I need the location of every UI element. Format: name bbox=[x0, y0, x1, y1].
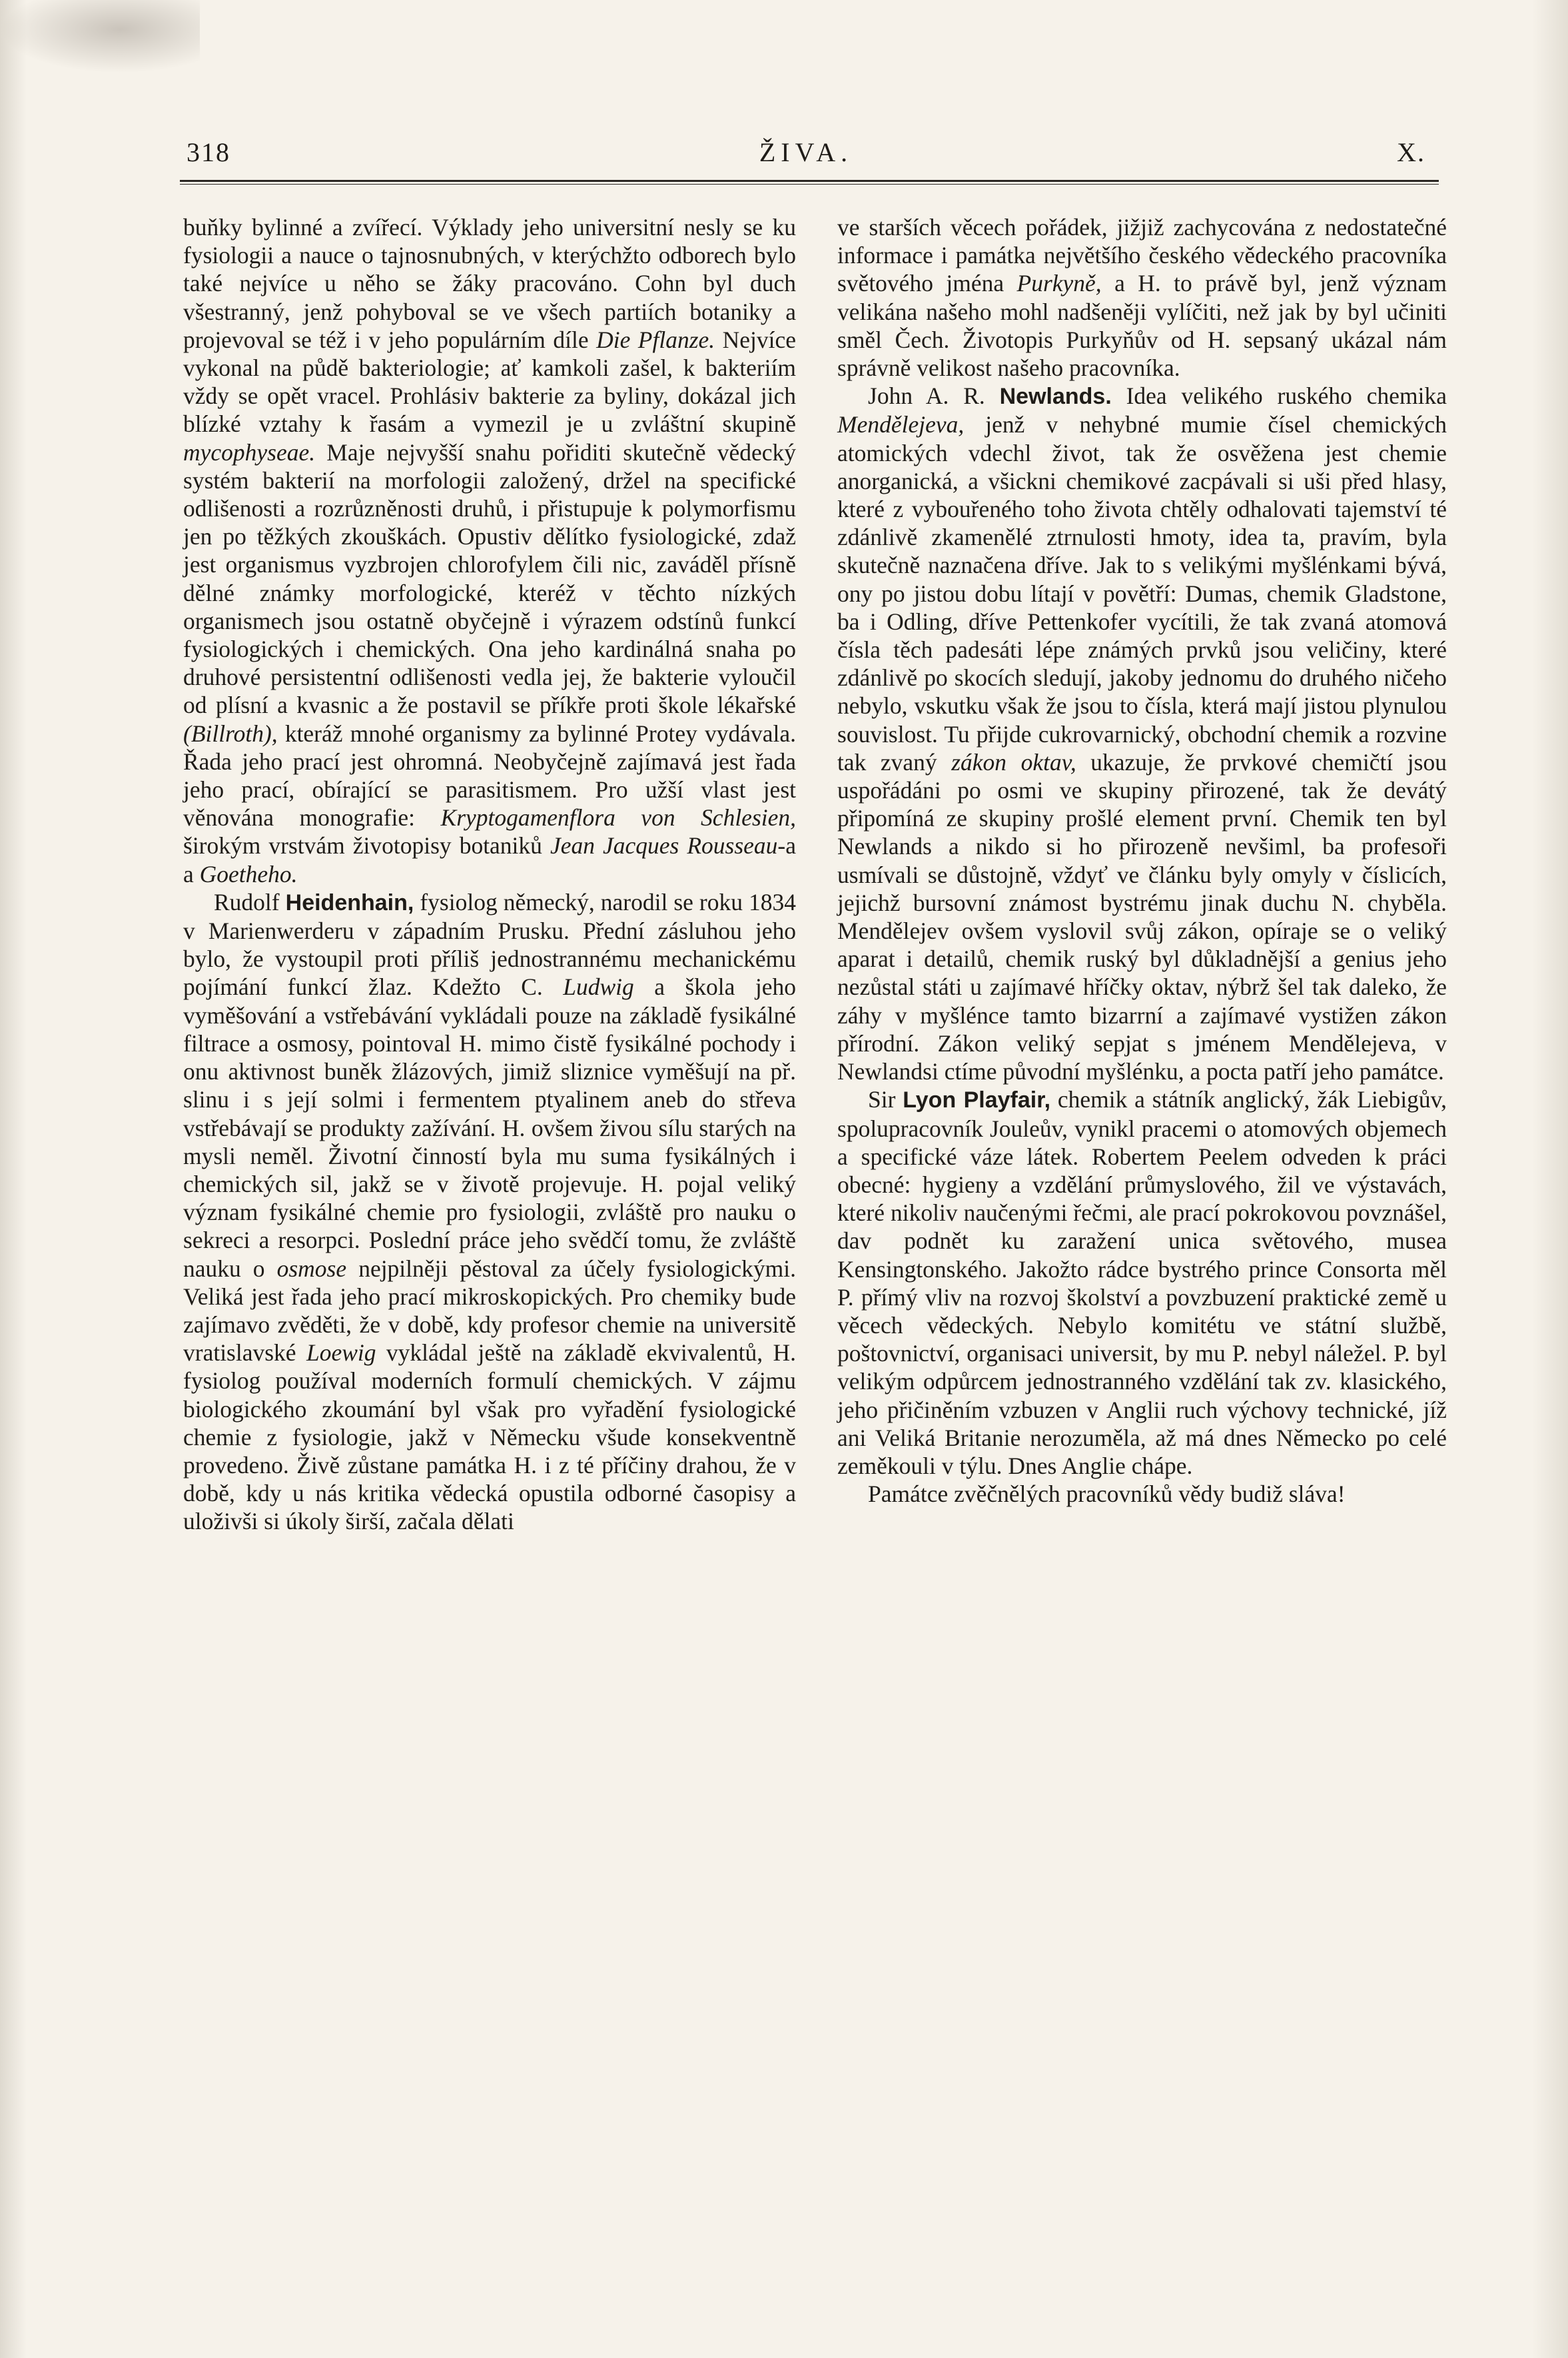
paragraph-heidenhain bbox=[183, 888, 796, 1536]
italic-name: (Billroth), bbox=[183, 720, 278, 747]
text-run: a H. to právě byl, jenž význam velikána našeho mohl nadšeněji vylíčiti, než jak by byl učiniti směl Čech. Životopis Purkyňův od H. sepsaný ukázal nám správně velikost našeho pracovníka. bbox=[837, 270, 1447, 382]
bold-name: Newlands. bbox=[999, 384, 1112, 410]
text-run: Rudolf bbox=[214, 888, 286, 915]
journal-title: ŽIVA. bbox=[759, 137, 853, 167]
volume-number: X. bbox=[1397, 137, 1425, 167]
paragraph-playfair bbox=[837, 1085, 1447, 1480]
paragraph-closing bbox=[837, 1480, 1447, 1508]
text-run: vykládal ještě na základě ekvivalentů, H. fysiolog používal moderních formulí chemických. V zájmu biologického zkoumání byl však pro vyřadění fysiologické chemie z fysiologie, jakž v Německu všude konsekventně provedeno. Živě zůstane památka H. i z té příčiny drahou, že v době, kdy u nás kritika vědecká opustila odborné časopisy a uloživši si úkoly širší, začala dělati bbox=[183, 1339, 797, 1535]
scan-smudge bbox=[0, 0, 200, 73]
italic-title: Kryptogamenflora von Schlesien, bbox=[440, 804, 796, 832]
bold-name: Lyon Playfair, bbox=[903, 1087, 1051, 1113]
italic-name: Ludwig bbox=[563, 973, 634, 1001]
left-column bbox=[183, 213, 796, 1536]
paragraph-cohn bbox=[183, 213, 796, 888]
text-run: buňky bylinné a zvířecí. Výklady jeho universitní nesly se ku fysiologii a nauce o tajnosnubných, v kterýchžto odborech bylo také nejvíce u něho se žáky pracováno. Cohn byl duch všestranný, jenž pohyboval se ve všech partiích botaniky a projevoval se též i v jeho populárním díle bbox=[183, 214, 796, 353]
text-run: Maje nejvyšší snahu pořiditi skutečně vědecký systém bakterií na morfologii založený, držel na specifické odlišenosti a rozrůzněnosti druhů, i přistupuje k polymorfismu jen po těžkých zkouškách. Opustiv dělítko fysiologické, zdaž jest organismus vyzbrojen chlorofylem čili nic, zaváděl přísně dělné známky morfologické, kteréž v těchto nízkých organismech jsou ostatně obyčejně i výrazem odstínů funkcí fysiologických i chemických. Ona jeho kardinálná snaha po druhové persistentní odlišenosti vedla jej, že bakterie vyloučil od plísní a kvasnic a že postavil se příkře proti škole lékařské bbox=[183, 438, 796, 719]
italic-name: Loewig bbox=[306, 1339, 376, 1367]
italic-name: Goetheho. bbox=[199, 860, 298, 887]
bold-name: Heidenhain, bbox=[285, 889, 414, 915]
text-run: jenž v nehybné mumie čísel chemických atomických vdechl život, tak že osvěžena jest chemie anorganická, a všickni chemikové zacpávali si uši před hlasy, které z vybouřeného toho života chtěly odhalovati tajemství té zdánlivě zkamenělé ztrnulosti hmoty, idea ta, pravím, byla skutečně naznačena dříve. Jak to s velikými myšlénkami bývá, ony po jistou dobu lítají v povětří: Dumas, chemik Gladstone, ba i Odling, dříve Pettenkofer vycítili, že tak zvaná atomová čísla těch padesáti lépe známých prvků jsou veličiny, které zdánlivě po skocích sledují, jakoby jednomu do druhého ničeho nebylo, vskutku však že jsou to čísla, která mají jistou plynulou souvislost. Tu přijde cukrovarnický, obchodní chemik a rozvine tak zvaný bbox=[837, 411, 1447, 776]
text-run: Sir bbox=[868, 1086, 903, 1113]
text-run: širokým vrstvám životopisy botaniků bbox=[183, 832, 550, 860]
text-run: John A. R. bbox=[868, 382, 1000, 410]
text-run: Nejvíce vykonal na půdě bakteriologie; ať kamkoli zašel, k bakteriím vždy se opět vracel. Prohlásiv bakterie za byliny, dokázal jich blízké vztahy k řasám a vymezil je u zvláštní skupině bbox=[183, 326, 796, 438]
text-run: -a a bbox=[183, 832, 796, 887]
paragraph-newlands bbox=[837, 382, 1447, 1085]
paragraph-heidenhain-cont bbox=[837, 213, 1447, 382]
italic-term: zákon oktav, bbox=[951, 748, 1076, 776]
text-run: fysiolog německý, narodil se roku 1834 v Marienwerderu v západním Prusku. Přední zásluhou jeho bylo, že vystoupil proti příliš jednostrannému mechanickému pojímání funkcí žlaz. Kdežto C. bbox=[183, 888, 796, 1001]
text-run: kteráž mnohé organismy za bylinné Protey vydávala. Řada jeho prací jest ohromná. Neobyčejně zajímavá jest řada jeho prací, obírající se parasitismem. Pro užší vlast jest věnována monografie: bbox=[183, 720, 796, 832]
page-number: 318 bbox=[187, 137, 230, 167]
right-column bbox=[837, 213, 1447, 1508]
text-run: chemik a státník anglický, žák Liebigův, spolupracovník Jouleův, vynikl pracemi o atomových objemech a specifické váze látek. Robertem Peelem odveden k práci obecné: hygieny a vzdělání průmyslového, žil ve výstavách, které nikoliv naučenými řečmi, ale prací pokrokovou povznášel, dav podnět ku zaražení unica světového, musea Kensingtonského. Jakožto rádce bystrého prince Consorta měl P. přímý vliv na rozvoj školství a povzbuzení praktické země u věcech vědeckých. Nebylo komitétu ve státní službě, poštovnictví, organisaci universit, by mu P. nebyl náležel. P. byl velikým odpůrcem jednostranného vzdělání tak zv. klasického, jeho přičiněním vzbuzen v Anglii ruch výchovy technické, jíž ani Veliká Britanie nerozuměla, až má dnes Německo po celé zeměkouli v týlu. Dnes Anglie chápe. bbox=[837, 1086, 1447, 1479]
text-run: a škola jeho vyměšování a vstřebávání vykládali pouze na základě fysikálné filtrace a osmosy, pointoval H. mimo čistě fysikálné pochody i onu aktivnost buněk žlázových, jimiž sliznice vyměšují na př. slinu i s její solmi i fermentem ptyalinem aneb do střeva vstřebávají se produkty zažívání. H. ovšem živou sílu starých na mysli neměl. Životní činností byla mu suma fysikálných i chemických sil, jakž se v životě projevuje. H. pojal veliký význam fysikálné chemie pro fysiologii, zvláště pro nauku o sekreci a resorpci. Poslední práce jeho svědčí tomu, že zvláště nauku o bbox=[183, 973, 796, 1282]
text-run: ve starších věcech pořádek, jižjiž zachycována z nedostatečné informace i památka největšího českého vědeckého pracovníka světového jména bbox=[837, 214, 1447, 297]
text-run: Památce zvěčnělých pracovníků vědy budiž sláva! bbox=[868, 1480, 1346, 1508]
running-header bbox=[187, 130, 1425, 177]
italic-term: osmose bbox=[276, 1255, 347, 1282]
italic-term: mycophyseae. bbox=[183, 438, 316, 466]
italic-name: Mendělejeva, bbox=[837, 411, 965, 438]
header-rule bbox=[180, 180, 1439, 185]
italic-name: Purkyně, bbox=[1016, 270, 1102, 297]
italic-title: Die Pflanze. bbox=[596, 326, 715, 353]
text-run: Idea velikého ruského chemika bbox=[1111, 382, 1447, 410]
italic-name: Jean Jacques Rousseau bbox=[550, 832, 778, 860]
text-run: nejpilněji pěstoval za účely fysiologickými. Veliká jest řada jeho prací mikroskopických. Pro chemiky bude zajímavo zvěděti, že v době, kdy profesor chemie na universitě vratislavské bbox=[183, 1255, 796, 1367]
text-run: ukazuje, že prvkové chemičtí jsou uspořádáni po osmi ve skupiny přirozené, tak že devátý připomíná ze skupiny prošlé element první. Chemik ten byl Newlands a nikdo si ho přirozeně nevšiml, ba profesoři usmívali se důstojně, vždyť ve článku byly omyly v číslicích, jejichž bursovní známost bystrému jinak duchu N. chyběla. Mendělejev ovšem vyslovil svůj zákon, opíraje se o veliký aparat i detailů, chemik ruský byl důkladnější a genius jeho nezůstal státi u zajímavé hříčky oktav, nýbrž šel tak daleko, že záhy v myšlénce tamto bizarrní a zajímavé vystižen zákon přírodní. Zákon veliký sepjat s jménem Mendělejeva, v Newlandsi ctíme původní myšlénku, a pocta patří jeho památce. bbox=[837, 748, 1447, 1085]
